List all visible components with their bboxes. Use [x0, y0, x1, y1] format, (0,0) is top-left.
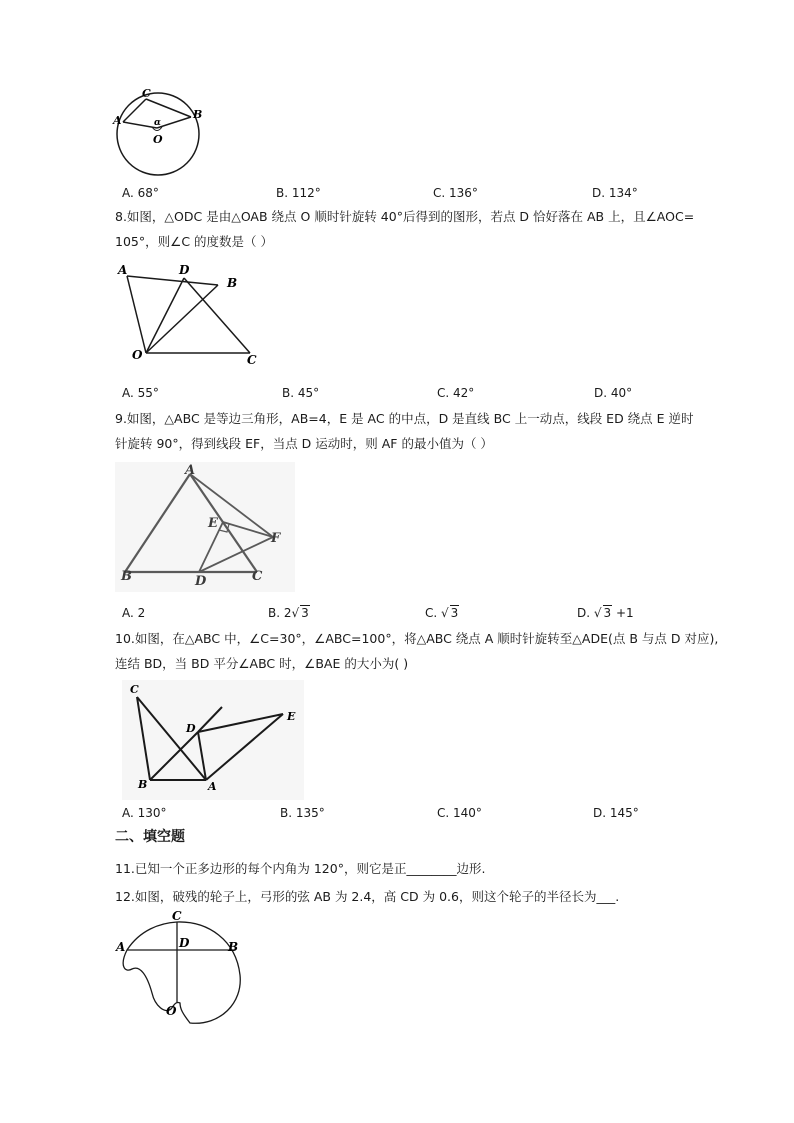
- q10-question-line1: 10.如图，在△ABC 中，∠C=30°，∠ABC=100°，将△ABC 绕点 A 顺时针旋转至△ADE(点 B 与点 D 对应),: [115, 631, 719, 646]
- q9-option-a: A. 2: [122, 606, 146, 620]
- q12-label-d: D: [179, 936, 190, 950]
- q7-option-a: A. 68°: [122, 186, 159, 200]
- q8-label-d: D: [179, 263, 190, 277]
- q10-label-a: A: [208, 780, 217, 793]
- q10-label-e: E: [287, 710, 296, 723]
- q12-label-a: A: [116, 940, 126, 954]
- q8-question-line2: 105°，则∠C 的度数是（ ）: [115, 234, 273, 249]
- q8-question-line1: 8.如图，△ODC 是由△OAB 绕点 O 顺时针旋转 40°后得到的图形，若点 D 恰好落在 AB 上，且∠AOC=: [115, 209, 695, 224]
- q12-label-o: O: [166, 1004, 177, 1018]
- q10-option-d: D. 145°: [593, 806, 639, 820]
- q9-question-line2: 针旋转 90°，得到线段 EF，当点 D 运动时，则 AF 的最小值为（ ）: [115, 436, 493, 451]
- q9-label-a: A: [185, 463, 196, 478]
- q8-option-b: B. 45°: [282, 386, 320, 400]
- q8-label-a: A: [118, 263, 128, 277]
- q9-option-b: B. 2√ 3: [268, 606, 309, 620]
- q8-option-a: A. 55°: [122, 386, 159, 400]
- q7-label-c: C: [142, 87, 151, 100]
- q10-option-a: A. 130°: [122, 806, 167, 820]
- q12-label-b: B: [228, 940, 239, 954]
- q10-question-line2: 连结 BD，当 BD 平分∠ABC 时，∠BAE 的大小为( ): [115, 656, 409, 671]
- q7-label-o: O: [153, 133, 163, 146]
- q8-rotation-figure: [110, 260, 270, 370]
- q9-question-line1: 9.如图，△ABC 是等边三角形，AB=4，E 是 AC 的中点，D 是直线 BC 上一动点，线段 ED 绕点 E 逆时: [115, 411, 694, 426]
- q8-label-c: C: [247, 353, 257, 367]
- q10-option-b: B. 135°: [280, 806, 325, 820]
- q9-triangle-figure: [115, 462, 295, 592]
- q7-label-b: B: [193, 108, 203, 121]
- q7-option-b: B. 112°: [276, 186, 321, 200]
- q10-label-c: C: [130, 683, 139, 696]
- q10-rotation-figure: [122, 680, 304, 800]
- q9-label-d: D: [195, 574, 207, 589]
- section-title-fill-in: 二、填空题: [115, 829, 185, 845]
- q8-label-b: B: [227, 276, 238, 290]
- q7-circle-figure: [110, 82, 220, 192]
- q7-option-d: D. 134°: [592, 186, 638, 200]
- q11-question: 11.已知一个正多边形的每个内角为 120°，则它是正________边形.: [115, 861, 486, 876]
- q10-label-d: D: [186, 722, 196, 735]
- q9-option-c: C. √ 3: [425, 606, 459, 620]
- q9-option-d: D. √ 3 +1: [577, 606, 634, 620]
- q10-label-b: B: [138, 778, 148, 791]
- q8-option-d: D. 40°: [594, 386, 633, 400]
- q7-label-a: A: [113, 114, 122, 127]
- q12-question: 12.如图，破残的轮子上，弓形的弦 AB 为 2.4，高 CD 为 0.6，则这个轮子的半径长为___.: [115, 889, 620, 904]
- q10-option-c: C. 140°: [437, 806, 482, 820]
- q12-wheel-figure: [110, 905, 250, 1030]
- q9-label-f: F: [271, 531, 281, 546]
- q9-label-c: C: [252, 569, 263, 584]
- q9-label-b: B: [121, 569, 132, 584]
- q9-label-e: E: [208, 516, 218, 531]
- q8-option-c: C. 42°: [437, 386, 475, 400]
- q12-label-c: C: [172, 909, 182, 923]
- q8-label-o: O: [132, 348, 143, 362]
- q7-option-c: C. 136°: [433, 186, 478, 200]
- q7-label-alpha: α: [154, 118, 161, 128]
